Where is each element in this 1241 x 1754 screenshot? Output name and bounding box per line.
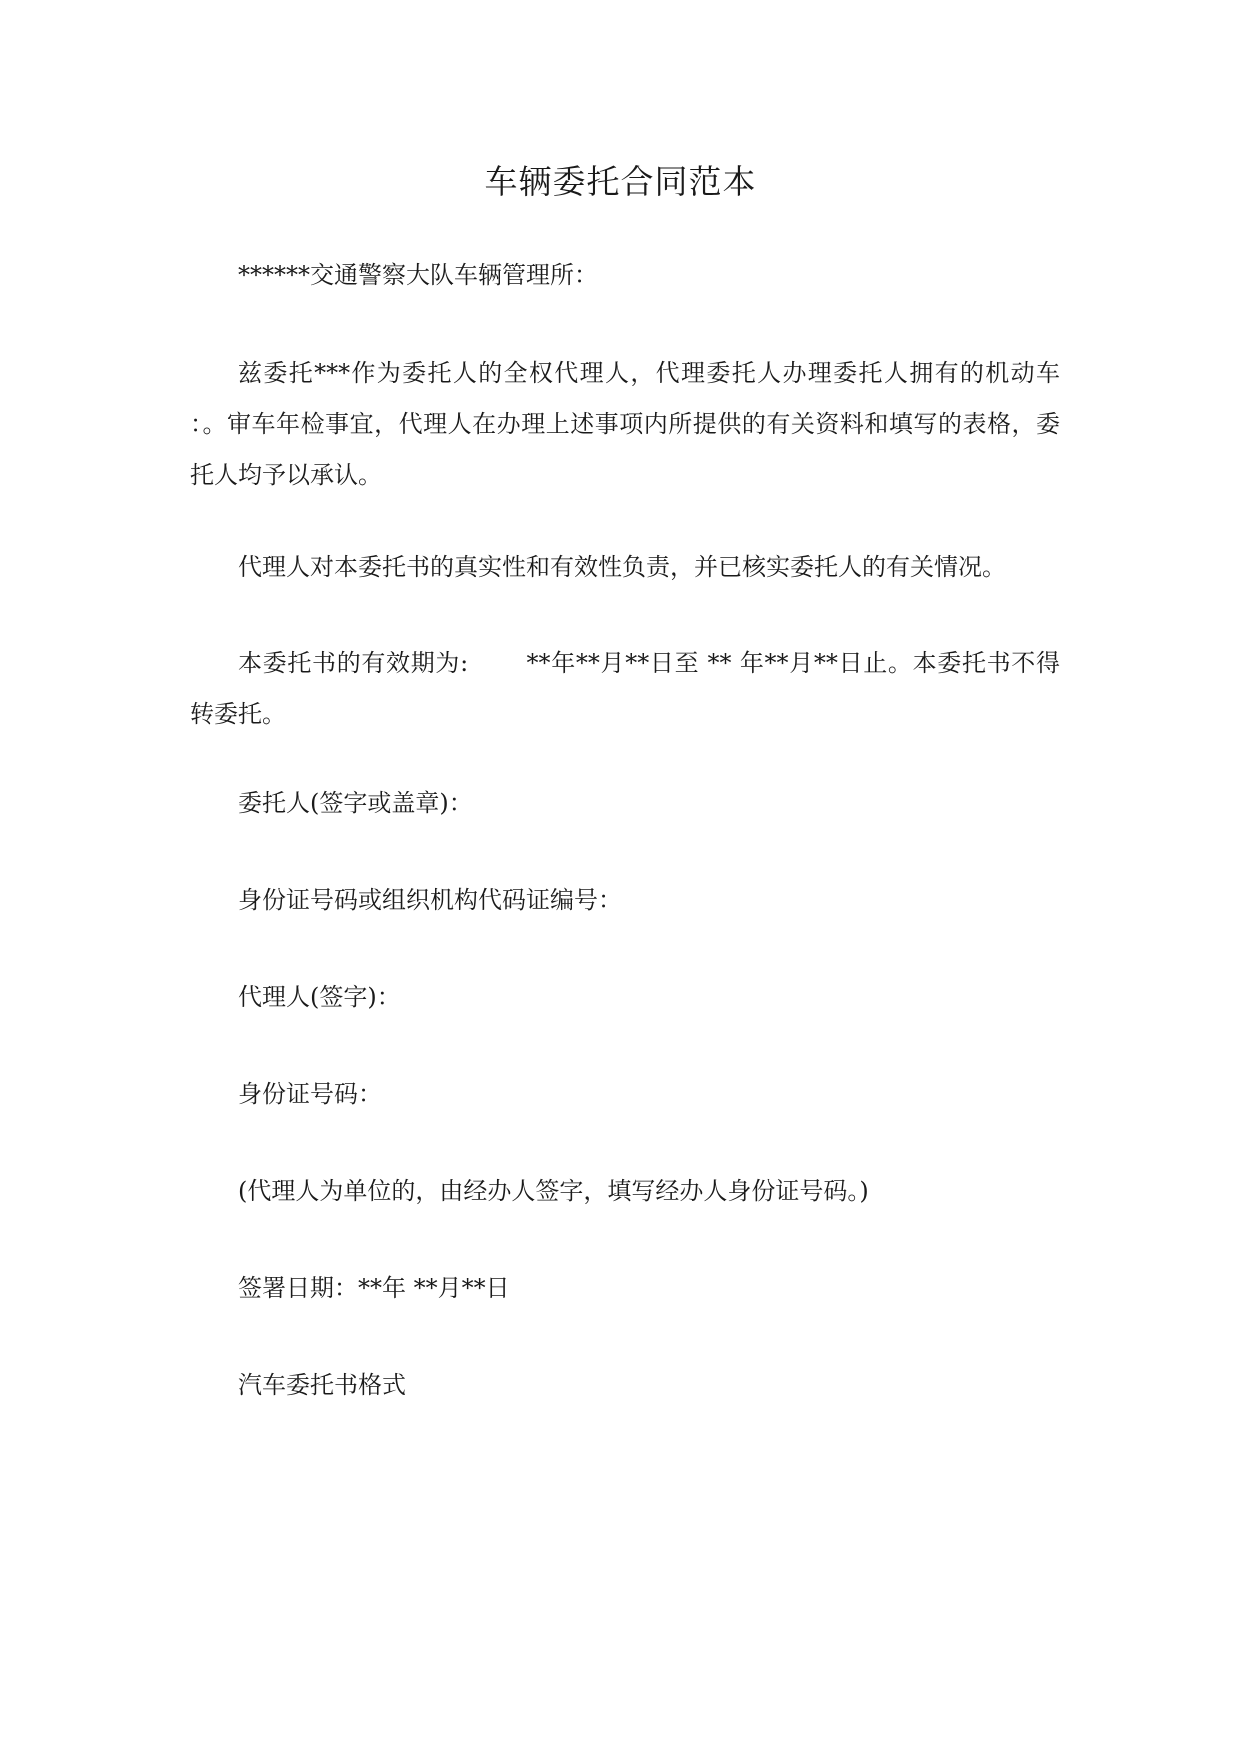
document-title: 车辆委托合同范本 (484, 162, 757, 201)
agent-unit-note: (代理人为单位的，由经办人签字，填写经办人身份证号码。) (238, 1177, 869, 1205)
paragraph-validity: 本委托书的有效期为: **年**月**日至 ** 年**月**日止。本委托书不得转委托。 (190, 649, 1060, 728)
sign-date-field: 签署日期：**年 **月**日 (238, 1274, 510, 1302)
principal-signature-field: 委托人(签字或盖章)： (238, 789, 473, 817)
addressee-line: ******交通警察大队车辆管理所： (238, 261, 598, 289)
principal-id-field: 身份证号码或组织机构代码证编号： (238, 886, 622, 914)
paragraph-responsibility: 代理人对本委托书的真实性和有效性负责，并已核实委托人的有关情况。 (238, 553, 1006, 581)
agent-id-field: 身份证号码： (238, 1080, 382, 1108)
agent-signature-field: 代理人(签字)： (238, 983, 401, 1011)
footer-heading: 汽车委托书格式 (238, 1371, 406, 1399)
paragraph-authorization: 兹委托***作为委托人的全权代理人，代理委托人办理委托人拥有的机动车 ：。审车年检事宜，代理人在办理上述事项内所提供的有关资料和填写的表格，委托人均予以承认。 (190, 359, 1060, 489)
